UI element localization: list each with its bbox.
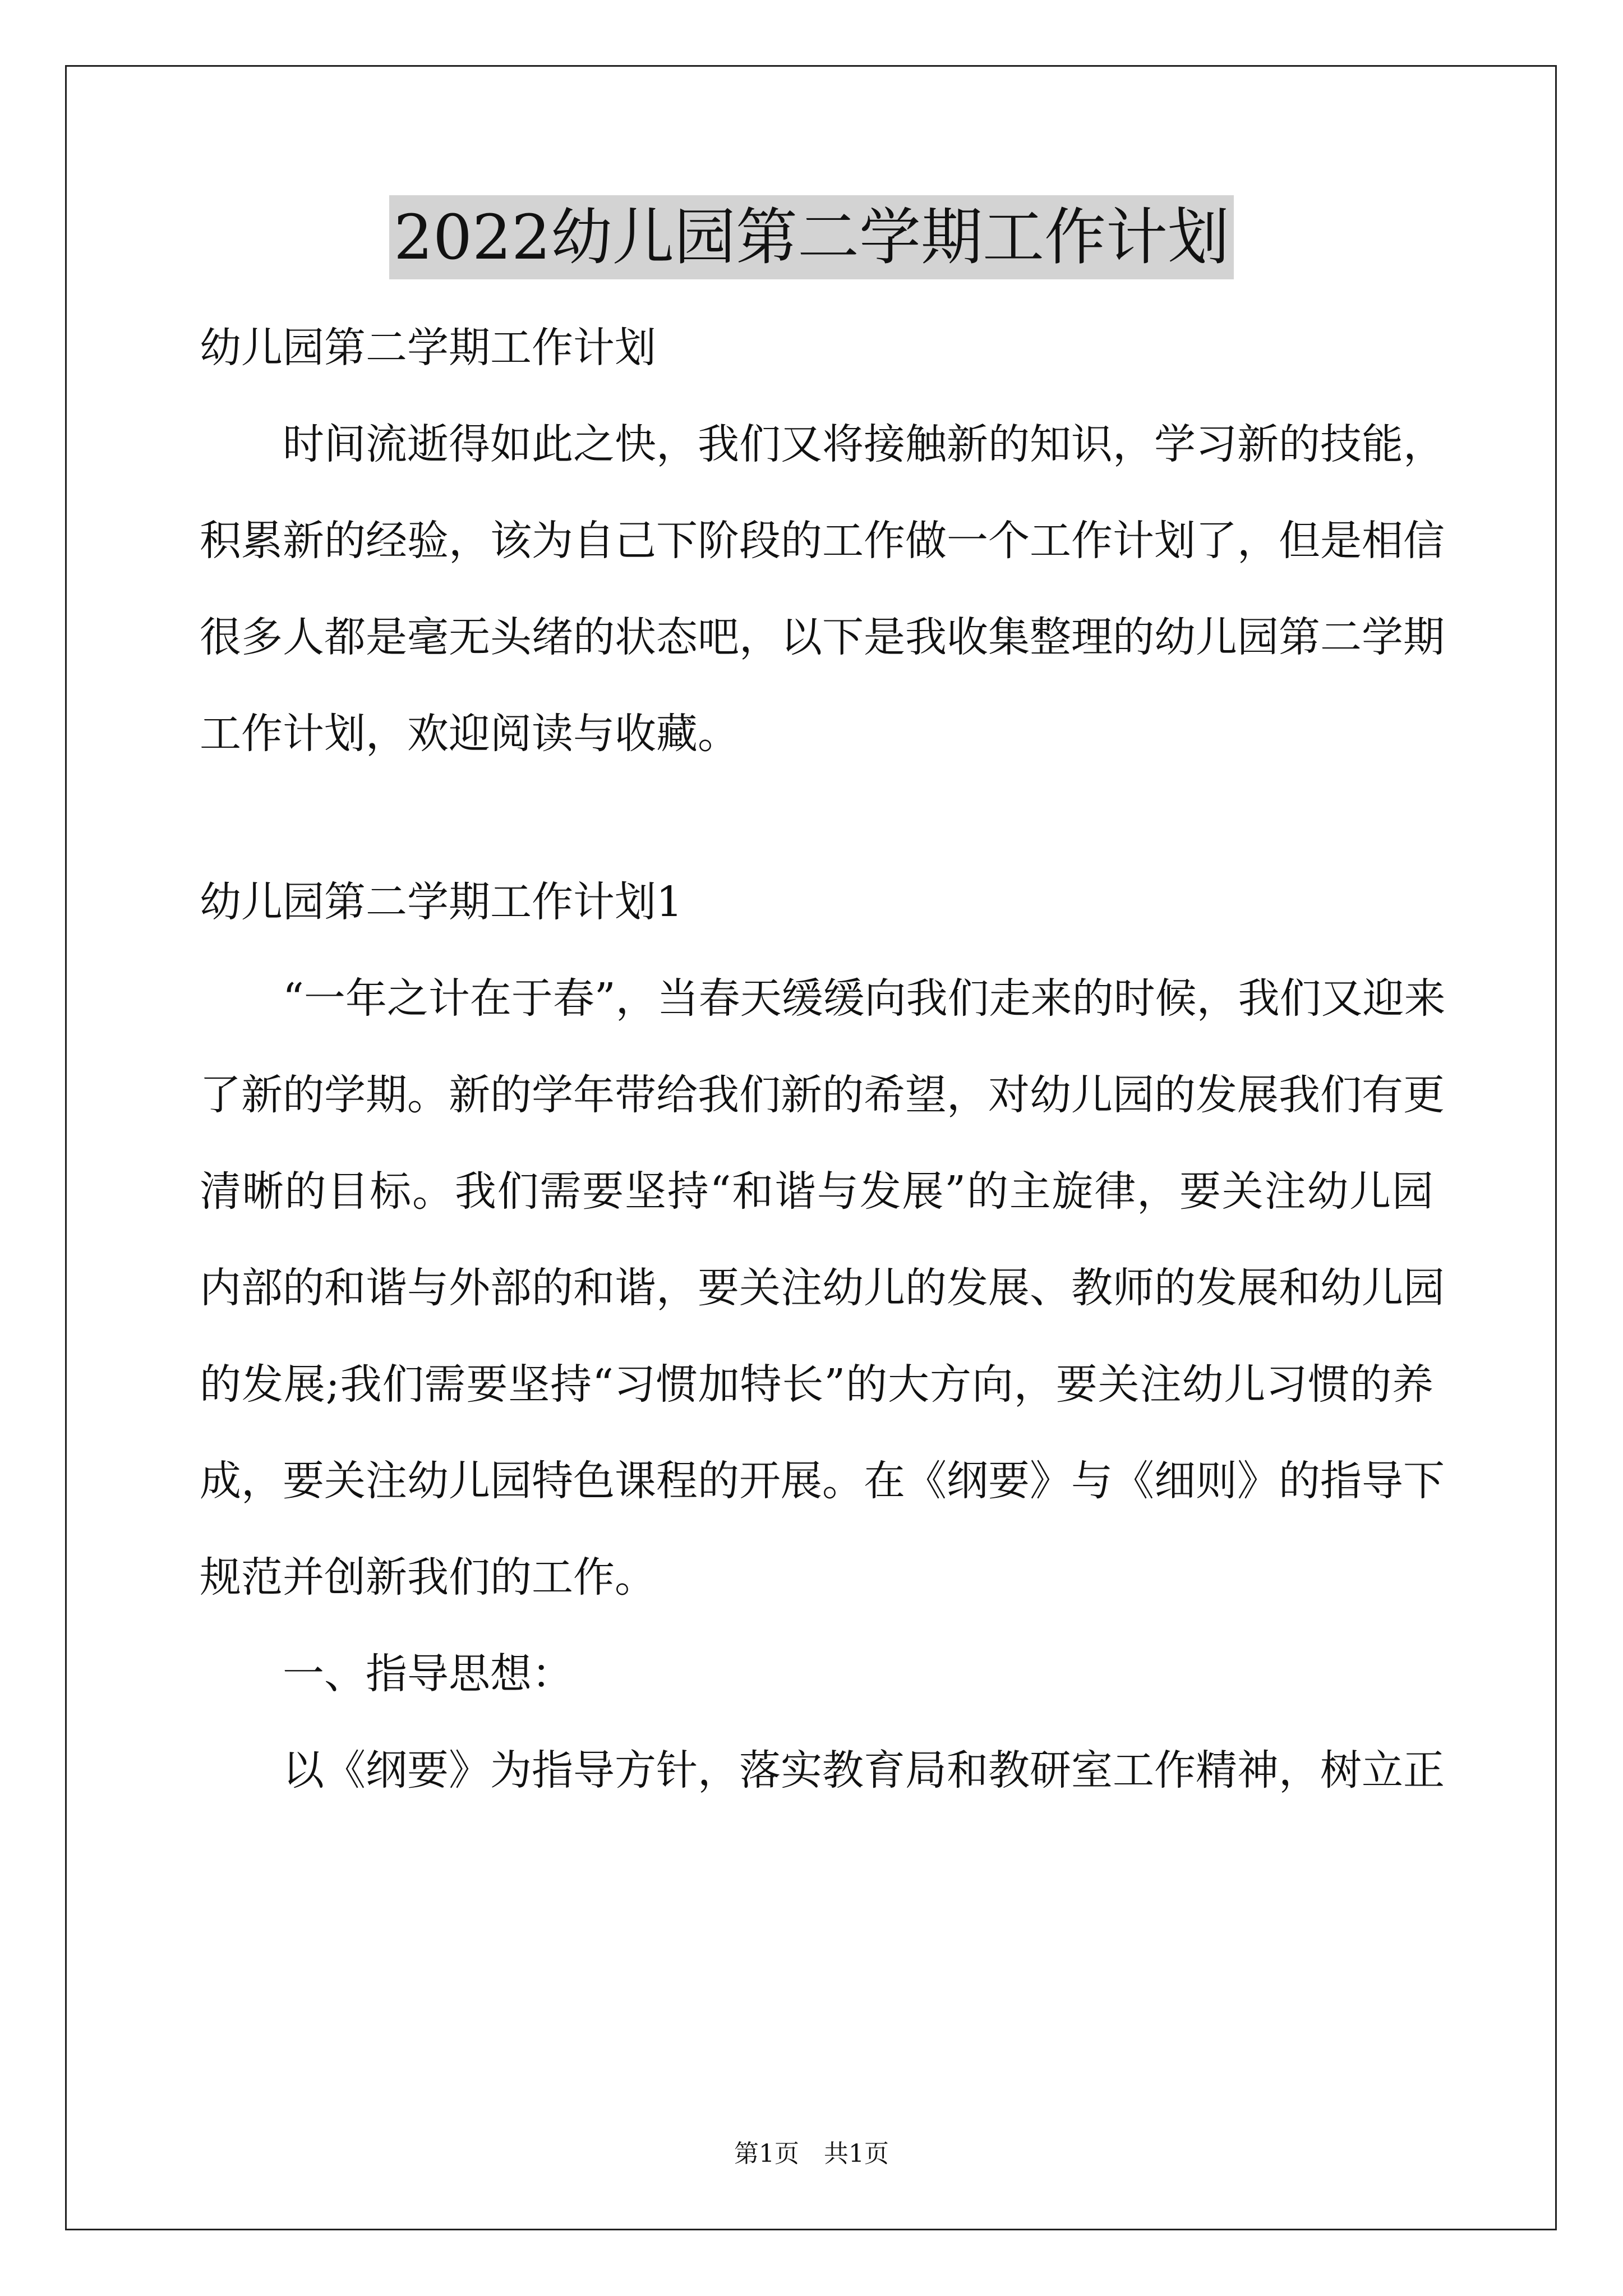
body-line: “一年之计在于春”，当春天缓缓向我们走来的时候，我们又迎来 [283,974,1446,1023]
intro-line: 积累新的经验，该为自己下阶段的工作做一个工作计划了，但是相信 [200,517,1445,565]
intro-line: 很多人都是毫无头绪的状态吧，以下是我收集整理的幼儿园第二学期 [200,613,1445,661]
body-line: 内部的和谐与外部的和谐，要关注幼儿的发展、教师的发展和幼儿园 [200,1264,1445,1312]
subtitle: 幼儿园第二学期工作计划 [200,324,656,372]
title-container [0,195,1623,279]
body-line: 了新的学期。新的学年带给我们新的希望，对幼儿园的发展我们有更 [200,1071,1445,1119]
body-line: 的发展;我们需要坚持“习惯加特长”的大方向，要关注幼儿习惯的养 [200,1360,1433,1409]
point-heading: 一、指导思想： [283,1650,573,1698]
intro-line: 时间流逝得如此之快，我们又将接触新的知识，学习新的技能， [283,420,1445,468]
page-border [65,65,1557,2230]
body-line: 规范并创新我们的工作。 [200,1553,656,1602]
section-heading: 幼儿园第二学期工作计划1 [200,878,683,926]
point-line: 以《纲要》为指导方针，落实教育局和教研室工作精神，树立正 [283,1746,1445,1795]
body-line: 清晰的目标。我们需要坚持“和谐与发展”的主旋律，要关注幼儿园 [200,1167,1433,1216]
document-title: 2022幼儿园第二学期工作计划 [389,195,1234,279]
intro-line: 工作计划，欢迎阅读与收藏。 [200,710,739,758]
page-footer: 第1页 共1页 [734,2139,889,2168]
body-line: 成，要关注幼儿园特色课程的开展。在《纲要》与《细则》的指导下 [200,1457,1445,1505]
